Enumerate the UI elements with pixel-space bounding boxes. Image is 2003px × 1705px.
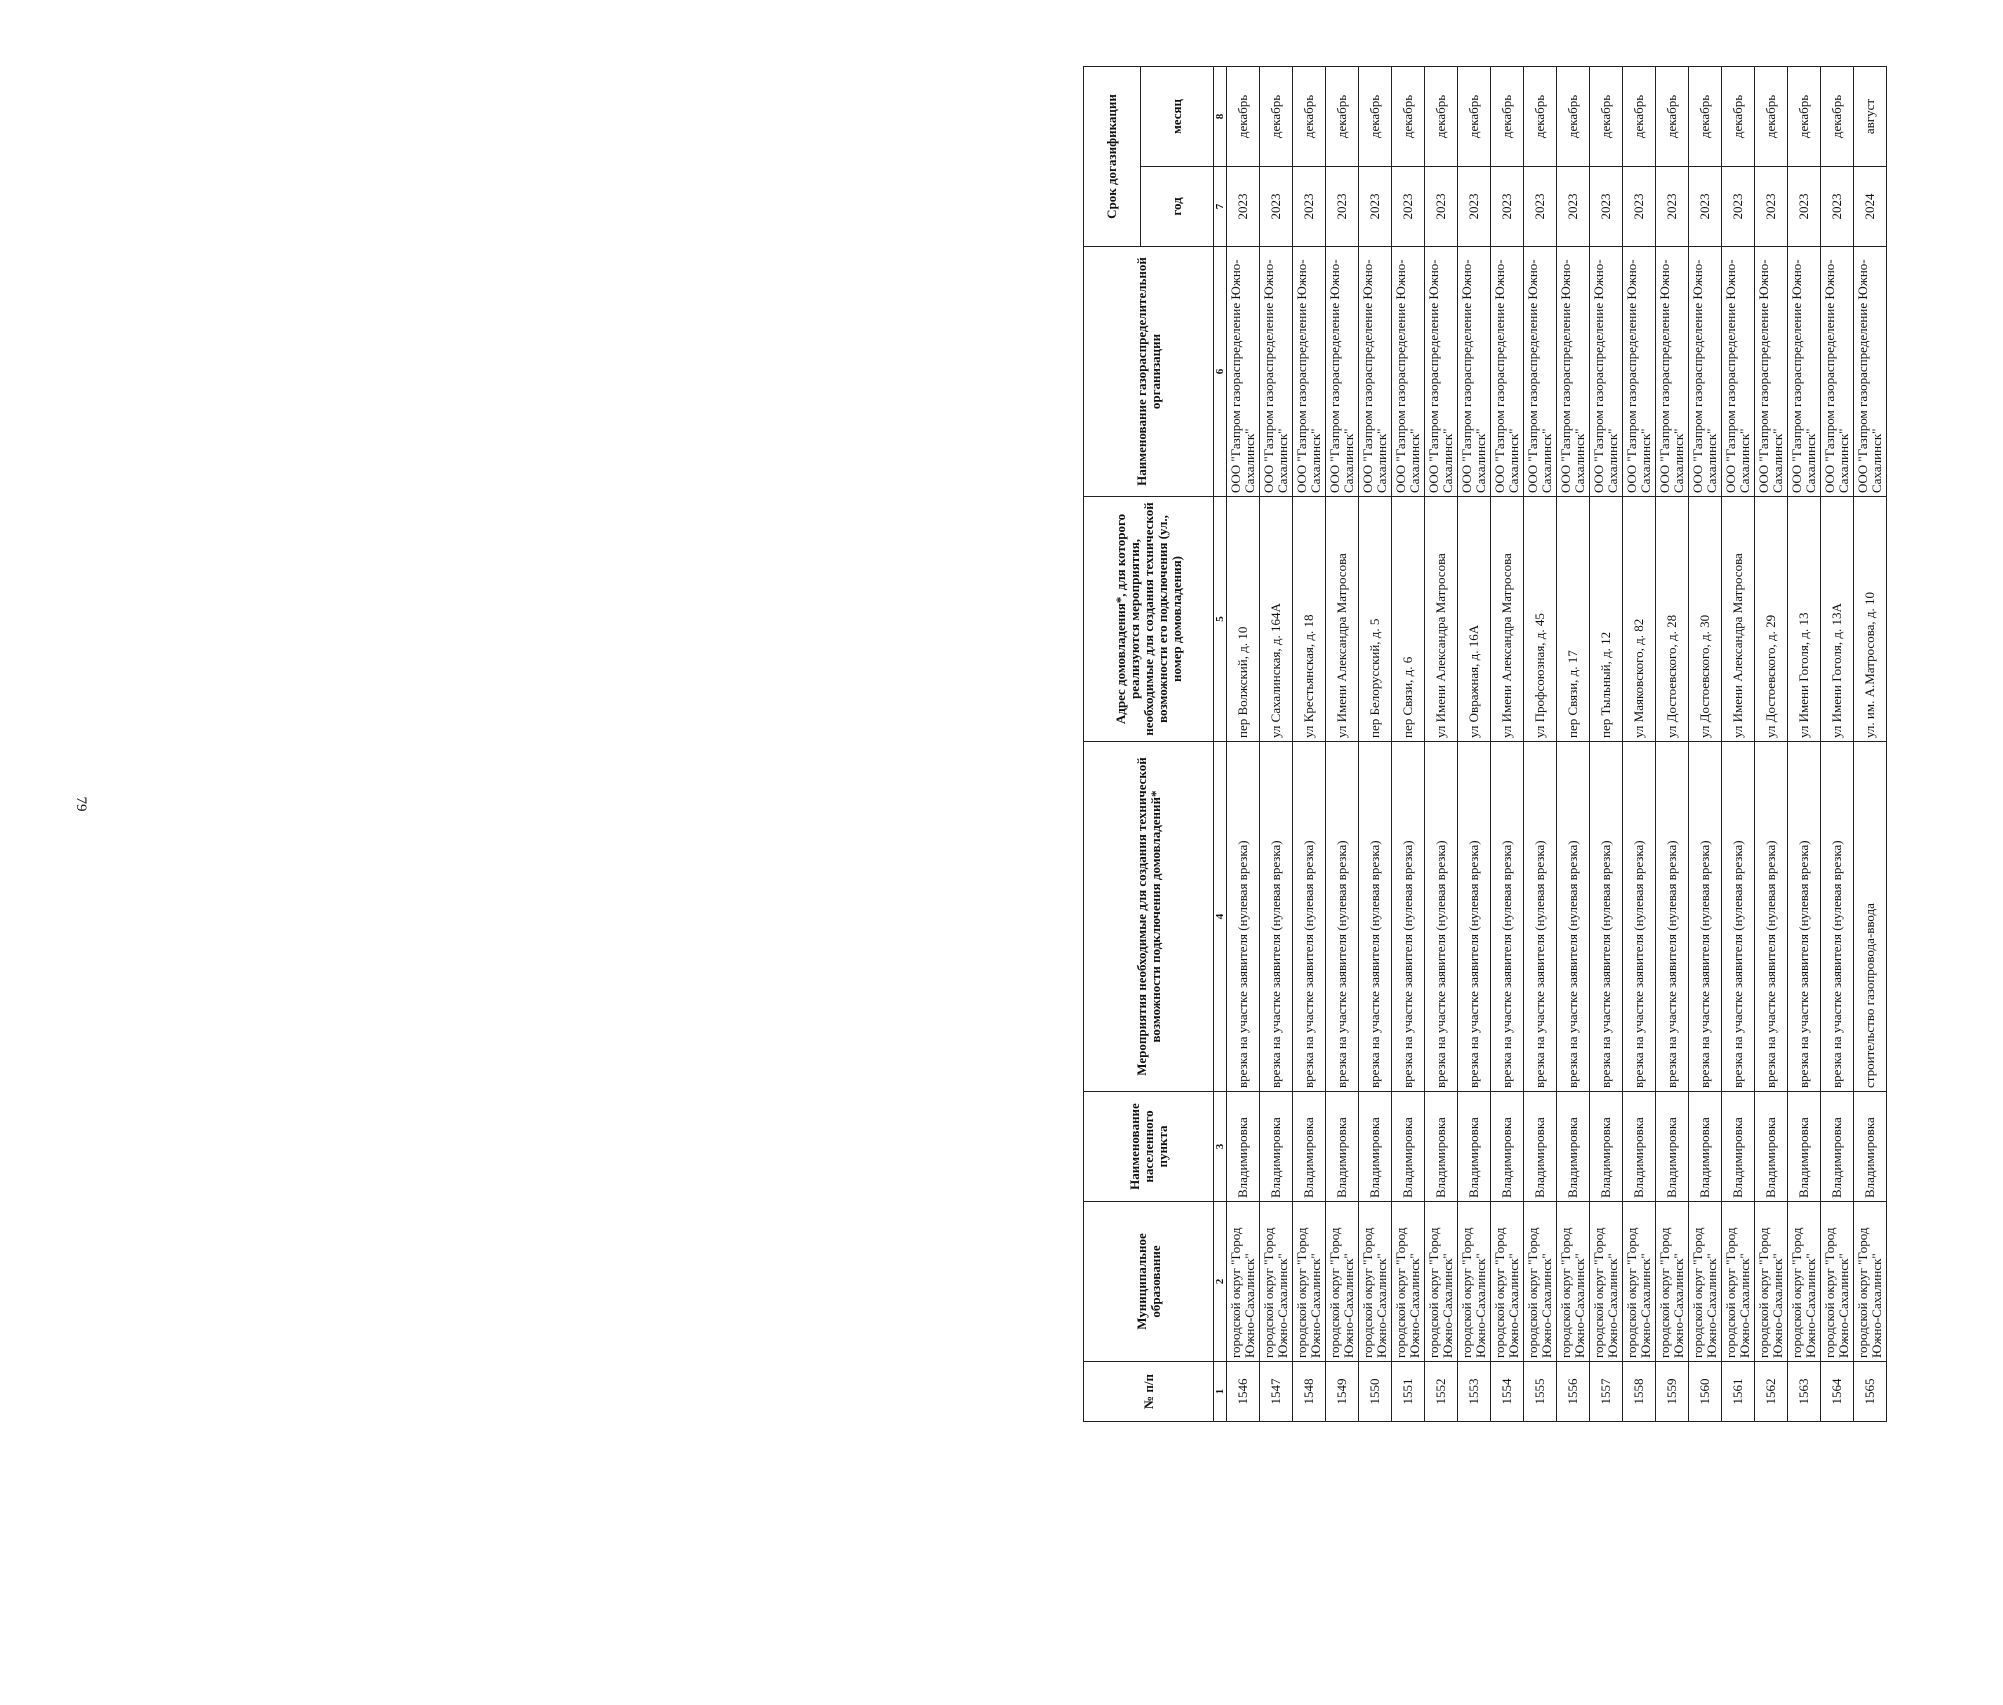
cell-measures: врезка на участке заявителя (нулевая врезка) [1392, 742, 1425, 1092]
cell-organization: ООО "Газпром газораспределение Южно-Сахалинск" [1392, 247, 1425, 497]
cell-year: 2023 [1491, 167, 1524, 247]
cell-address: пер Связи, д. 6 [1392, 497, 1425, 742]
table-row [1260, 67, 1293, 1422]
cell-municipality: городской округ "Город Южно-Сахалинск" [1656, 1202, 1689, 1362]
cell-address: ул Профсоюзная, д. 45 [1524, 497, 1557, 742]
cell-settlement: Владимировка [1689, 1092, 1722, 1202]
cell-measures: врезка на участке заявителя (нулевая врезка) [1623, 742, 1656, 1092]
header-municipality: Муниципальное образование [1084, 1202, 1214, 1362]
cell-number: 1562 [1755, 1362, 1788, 1422]
column-number: 5 [1214, 497, 1227, 742]
cell-address: ул Достоевского, д. 28 [1656, 497, 1689, 742]
cell-settlement: Владимировка [1392, 1092, 1425, 1202]
cell-month: декабрь [1656, 67, 1689, 167]
table-row [1689, 67, 1722, 1422]
cell-month: декабрь [1524, 67, 1557, 167]
table-row [1458, 67, 1491, 1422]
cell-year: 2023 [1359, 167, 1392, 247]
cell-organization: ООО "Газпром газораспределение Южно-Сахалинск" [1293, 247, 1326, 497]
table-row [1623, 67, 1656, 1422]
cell-number: 1546 [1227, 1362, 1260, 1422]
cell-measures: врезка на участке заявителя (нулевая врезка) [1821, 742, 1854, 1092]
cell-address: ул Имени Александра Матросова [1491, 497, 1524, 742]
cell-organization: ООО "Газпром газораспределение Южно-Сахалинск" [1623, 247, 1656, 497]
table-row [1854, 67, 1887, 1422]
gasification-table [1083, 66, 1887, 1422]
cell-measures: врезка на участке заявителя (нулевая врезка) [1326, 742, 1359, 1092]
cell-year: 2023 [1689, 167, 1722, 247]
cell-municipality: городской округ "Город Южно-Сахалинск" [1392, 1202, 1425, 1362]
cell-settlement: Владимировка [1557, 1092, 1590, 1202]
cell-settlement: Владимировка [1821, 1092, 1854, 1202]
page-number: 79 [73, 796, 89, 812]
header-year: год [1141, 167, 1214, 247]
cell-municipality: городской округ "Город Южно-Сахалинск" [1623, 1202, 1656, 1362]
cell-year: 2024 [1854, 167, 1887, 247]
cell-address: ул Достоевского, д. 30 [1689, 497, 1722, 742]
gasification-table-wrapper [1083, 94, 2003, 1422]
cell-measures: врезка на участке заявителя (нулевая врезка) [1788, 742, 1821, 1092]
cell-number: 1556 [1557, 1362, 1590, 1422]
cell-organization: ООО "Газпром газораспределение Южно-Сахалинск" [1689, 247, 1722, 497]
cell-address: пер Связи, д. 17 [1557, 497, 1590, 742]
cell-municipality: городской округ "Город Южно-Сахалинск" [1590, 1202, 1623, 1362]
cell-address: ул Имени Александра Матросова [1425, 497, 1458, 742]
cell-year: 2023 [1788, 167, 1821, 247]
cell-address: ул Имени Александра Матросова [1326, 497, 1359, 742]
cell-measures: врезка на участке заявителя (нулевая врезка) [1656, 742, 1689, 1092]
cell-settlement: Владимировка [1590, 1092, 1623, 1202]
cell-address: ул Овражная, д. 16А [1458, 497, 1491, 742]
column-number: 7 [1214, 167, 1227, 247]
cell-number: 1561 [1722, 1362, 1755, 1422]
cell-year: 2023 [1590, 167, 1623, 247]
cell-address: ул Сахалинская, д. 164А [1260, 497, 1293, 742]
cell-organization: ООО "Газпром газораспределение Южно-Сахалинск" [1260, 247, 1293, 497]
cell-number: 1547 [1260, 1362, 1293, 1422]
cell-organization: ООО "Газпром газораспределение Южно-Сахалинск" [1458, 247, 1491, 497]
cell-number: 1549 [1326, 1362, 1359, 1422]
cell-settlement: Владимировка [1260, 1092, 1293, 1202]
cell-month: декабрь [1293, 67, 1326, 167]
cell-year: 2023 [1821, 167, 1854, 247]
cell-measures: врезка на участке заявителя (нулевая врезка) [1755, 742, 1788, 1092]
cell-number: 1550 [1359, 1362, 1392, 1422]
cell-month: декабрь [1755, 67, 1788, 167]
cell-number: 1554 [1491, 1362, 1524, 1422]
cell-measures: врезка на участке заявителя (нулевая врезка) [1458, 742, 1491, 1092]
cell-number: 1555 [1524, 1362, 1557, 1422]
cell-settlement: Владимировка [1524, 1092, 1557, 1202]
cell-municipality: городской округ "Город Южно-Сахалинск" [1425, 1202, 1458, 1362]
table-row [1821, 67, 1854, 1422]
column-number: 2 [1214, 1202, 1227, 1362]
cell-month: декабрь [1623, 67, 1656, 167]
cell-month: декабрь [1392, 67, 1425, 167]
cell-organization: ООО "Газпром газораспределение Южно-Сахалинск" [1788, 247, 1821, 497]
cell-year: 2023 [1392, 167, 1425, 247]
cell-year: 2023 [1623, 167, 1656, 247]
cell-month: декабрь [1557, 67, 1590, 167]
header-measures: Мероприятия необходимые для создания технической возможности подключения домовладений* [1084, 742, 1214, 1092]
cell-organization: ООО "Газпром газораспределение Южно-Сахалинск" [1425, 247, 1458, 497]
cell-organization: ООО "Газпром газораспределение Южно-Сахалинск" [1227, 247, 1260, 497]
cell-settlement: Владимировка [1359, 1092, 1392, 1202]
table-row [1524, 67, 1557, 1422]
cell-month: декабрь [1326, 67, 1359, 167]
cell-measures: врезка на участке заявителя (нулевая врезка) [1260, 742, 1293, 1092]
cell-municipality: городской округ "Город Южно-Сахалинск" [1689, 1202, 1722, 1362]
header-settlement: Наименование населенного пункта [1084, 1092, 1214, 1202]
cell-number: 1565 [1854, 1362, 1887, 1422]
table-row [1755, 67, 1788, 1422]
header-number: № п/п [1084, 1362, 1214, 1422]
cell-measures: строительство газопровода-ввода [1854, 742, 1887, 1092]
cell-year: 2023 [1293, 167, 1326, 247]
cell-month: декабрь [1458, 67, 1491, 167]
header-month: месяц [1141, 67, 1214, 167]
cell-measures: врезка на участке заявителя (нулевая врезка) [1359, 742, 1392, 1092]
header-row-1 [1084, 67, 1141, 1422]
cell-municipality: городской округ "Город Южно-Сахалинск" [1788, 1202, 1821, 1362]
cell-month: декабрь [1359, 67, 1392, 167]
cell-municipality: городской округ "Город Южно-Сахалинск" [1260, 1202, 1293, 1362]
table-body [1227, 67, 1887, 1422]
column-number: 3 [1214, 1092, 1227, 1202]
cell-settlement: Владимировка [1755, 1092, 1788, 1202]
cell-municipality: городской округ "Город Южно-Сахалинск" [1359, 1202, 1392, 1362]
cell-municipality: городской округ "Город Южно-Сахалинск" [1557, 1202, 1590, 1362]
cell-number: 1563 [1788, 1362, 1821, 1422]
table-row [1392, 67, 1425, 1422]
cell-organization: ООО "Газпром газораспределение Южно-Сахалинск" [1590, 247, 1623, 497]
cell-number: 1548 [1293, 1362, 1326, 1422]
cell-month: декабрь [1491, 67, 1524, 167]
cell-month: август [1854, 67, 1887, 167]
cell-month: декабрь [1821, 67, 1854, 167]
column-number: 6 [1214, 247, 1227, 497]
cell-year: 2023 [1755, 167, 1788, 247]
cell-settlement: Владимировка [1788, 1092, 1821, 1202]
cell-number: 1552 [1425, 1362, 1458, 1422]
cell-organization: ООО "Газпром газораспределение Южно-Сахалинск" [1755, 247, 1788, 497]
cell-month: декабрь [1590, 67, 1623, 167]
cell-measures: врезка на участке заявителя (нулевая врезка) [1227, 742, 1260, 1092]
header-gasification-deadline: Срок догазификации [1084, 67, 1141, 247]
cell-measures: врезка на участке заявителя (нулевая врезка) [1689, 742, 1722, 1092]
cell-measures: врезка на участке заявителя (нулевая врезка) [1425, 742, 1458, 1092]
table-row [1590, 67, 1623, 1422]
cell-address: ул Крестьянская, д. 18 [1293, 497, 1326, 742]
column-number: 8 [1214, 67, 1227, 167]
cell-address: ул Достоевского, д. 29 [1755, 497, 1788, 742]
table-row [1788, 67, 1821, 1422]
cell-organization: ООО "Газпром газораспределение Южно-Сахалинск" [1722, 247, 1755, 497]
table-row [1656, 67, 1689, 1422]
cell-settlement: Владимировка [1722, 1092, 1755, 1202]
cell-month: декабрь [1788, 67, 1821, 167]
cell-number: 1557 [1590, 1362, 1623, 1422]
cell-settlement: Владимировка [1293, 1092, 1326, 1202]
cell-measures: врезка на участке заявителя (нулевая врезка) [1557, 742, 1590, 1092]
cell-measures: врезка на участке заявителя (нулевая врезка) [1293, 742, 1326, 1092]
table-row [1326, 67, 1359, 1422]
cell-municipality: городской округ "Город Южно-Сахалинск" [1458, 1202, 1491, 1362]
cell-settlement: Владимировка [1623, 1092, 1656, 1202]
cell-address: ул Имени Александра Матросова [1722, 497, 1755, 742]
table-row [1491, 67, 1524, 1422]
cell-address: пер Белорусский, д. 5 [1359, 497, 1392, 742]
cell-month: декабрь [1227, 67, 1260, 167]
cell-year: 2023 [1326, 167, 1359, 247]
cell-year: 2023 [1260, 167, 1293, 247]
cell-municipality: городской округ "Город Южно-Сахалинск" [1491, 1202, 1524, 1362]
table-row [1425, 67, 1458, 1422]
cell-settlement: Владимировка [1458, 1092, 1491, 1202]
cell-measures: врезка на участке заявителя (нулевая врезка) [1590, 742, 1623, 1092]
cell-municipality: городской округ "Город Южно-Сахалинск" [1821, 1202, 1854, 1362]
cell-address: ул Имени Гоголя, д. 13А [1821, 497, 1854, 742]
cell-measures: врезка на участке заявителя (нулевая врезка) [1524, 742, 1557, 1092]
table-row [1359, 67, 1392, 1422]
cell-address: пер Тыльный, д. 12 [1590, 497, 1623, 742]
header-address: Адрес домовладения*, для которого реализуются мероприятия, необходимые для создания технической возможности его подключения (ул., номер домовладения) [1084, 497, 1214, 742]
cell-organization: ООО "Газпром газораспределение Южно-Сахалинск" [1491, 247, 1524, 497]
column-number-row [1214, 67, 1227, 1422]
table-row [1227, 67, 1260, 1422]
cell-organization: ООО "Газпром газораспределение Южно-Сахалинск" [1557, 247, 1590, 497]
cell-settlement: Владимировка [1491, 1092, 1524, 1202]
cell-year: 2023 [1425, 167, 1458, 247]
table-row [1293, 67, 1326, 1422]
cell-municipality: городской округ "Город Южно-Сахалинск" [1227, 1202, 1260, 1362]
cell-organization: ООО "Газпром газораспределение Южно-Сахалинск" [1359, 247, 1392, 497]
cell-measures: врезка на участке заявителя (нулевая врезка) [1722, 742, 1755, 1092]
cell-number: 1560 [1689, 1362, 1722, 1422]
cell-municipality: городской округ "Город Южно-Сахалинск" [1326, 1202, 1359, 1362]
cell-month: декабрь [1689, 67, 1722, 167]
cell-settlement: Владимировка [1425, 1092, 1458, 1202]
cell-municipality: городской округ "Город Южно-Сахалинск" [1293, 1202, 1326, 1362]
cell-year: 2023 [1458, 167, 1491, 247]
cell-municipality: городской округ "Город Южно-Сахалинск" [1722, 1202, 1755, 1362]
cell-address: ул Имени Гоголя, д. 13 [1788, 497, 1821, 742]
cell-month: декабрь [1260, 67, 1293, 167]
cell-year: 2023 [1722, 167, 1755, 247]
header-organization: Наименование газораспределительной организации [1084, 247, 1214, 497]
cell-address: пер Волжский, д. 10 [1227, 497, 1260, 742]
table-row [1722, 67, 1755, 1422]
cell-year: 2023 [1656, 167, 1689, 247]
cell-organization: ООО "Газпром газораспределение Южно-Сахалинск" [1524, 247, 1557, 497]
cell-settlement: Владимировка [1326, 1092, 1359, 1202]
cell-number: 1559 [1656, 1362, 1689, 1422]
cell-settlement: Владимировка [1656, 1092, 1689, 1202]
cell-number: 1551 [1392, 1362, 1425, 1422]
cell-month: декабрь [1722, 67, 1755, 167]
cell-year: 2023 [1524, 167, 1557, 247]
cell-settlement: Владимировка [1854, 1092, 1887, 1202]
cell-municipality: городской округ "Город Южно-Сахалинск" [1524, 1202, 1557, 1362]
cell-number: 1564 [1821, 1362, 1854, 1422]
cell-measures: врезка на участке заявителя (нулевая врезка) [1491, 742, 1524, 1092]
cell-month: декабрь [1425, 67, 1458, 167]
cell-year: 2023 [1227, 167, 1260, 247]
cell-number: 1553 [1458, 1362, 1491, 1422]
cell-year: 2023 [1557, 167, 1590, 247]
cell-address: ул Маяковского, д. 82 [1623, 497, 1656, 742]
cell-organization: ООО "Газпром газораспределение Южно-Сахалинск" [1656, 247, 1689, 497]
cell-number: 1558 [1623, 1362, 1656, 1422]
cell-municipality: городской округ "Город Южно-Сахалинск" [1755, 1202, 1788, 1362]
cell-organization: ООО "Газпром газораспределение Южно-Сахалинск" [1326, 247, 1359, 497]
column-number: 1 [1214, 1362, 1227, 1422]
cell-organization: ООО "Газпром газораспределение Южно-Сахалинск" [1854, 247, 1887, 497]
cell-settlement: Владимировка [1227, 1092, 1260, 1202]
column-number: 4 [1214, 742, 1227, 1092]
cell-address: ул. им. А.Матросова, д. 10 [1854, 497, 1887, 742]
cell-municipality: городской округ "Город Южно-Сахалинск" [1854, 1202, 1887, 1362]
cell-organization: ООО "Газпром газораспределение Южно-Сахалинск" [1821, 247, 1854, 497]
table-row [1557, 67, 1590, 1422]
